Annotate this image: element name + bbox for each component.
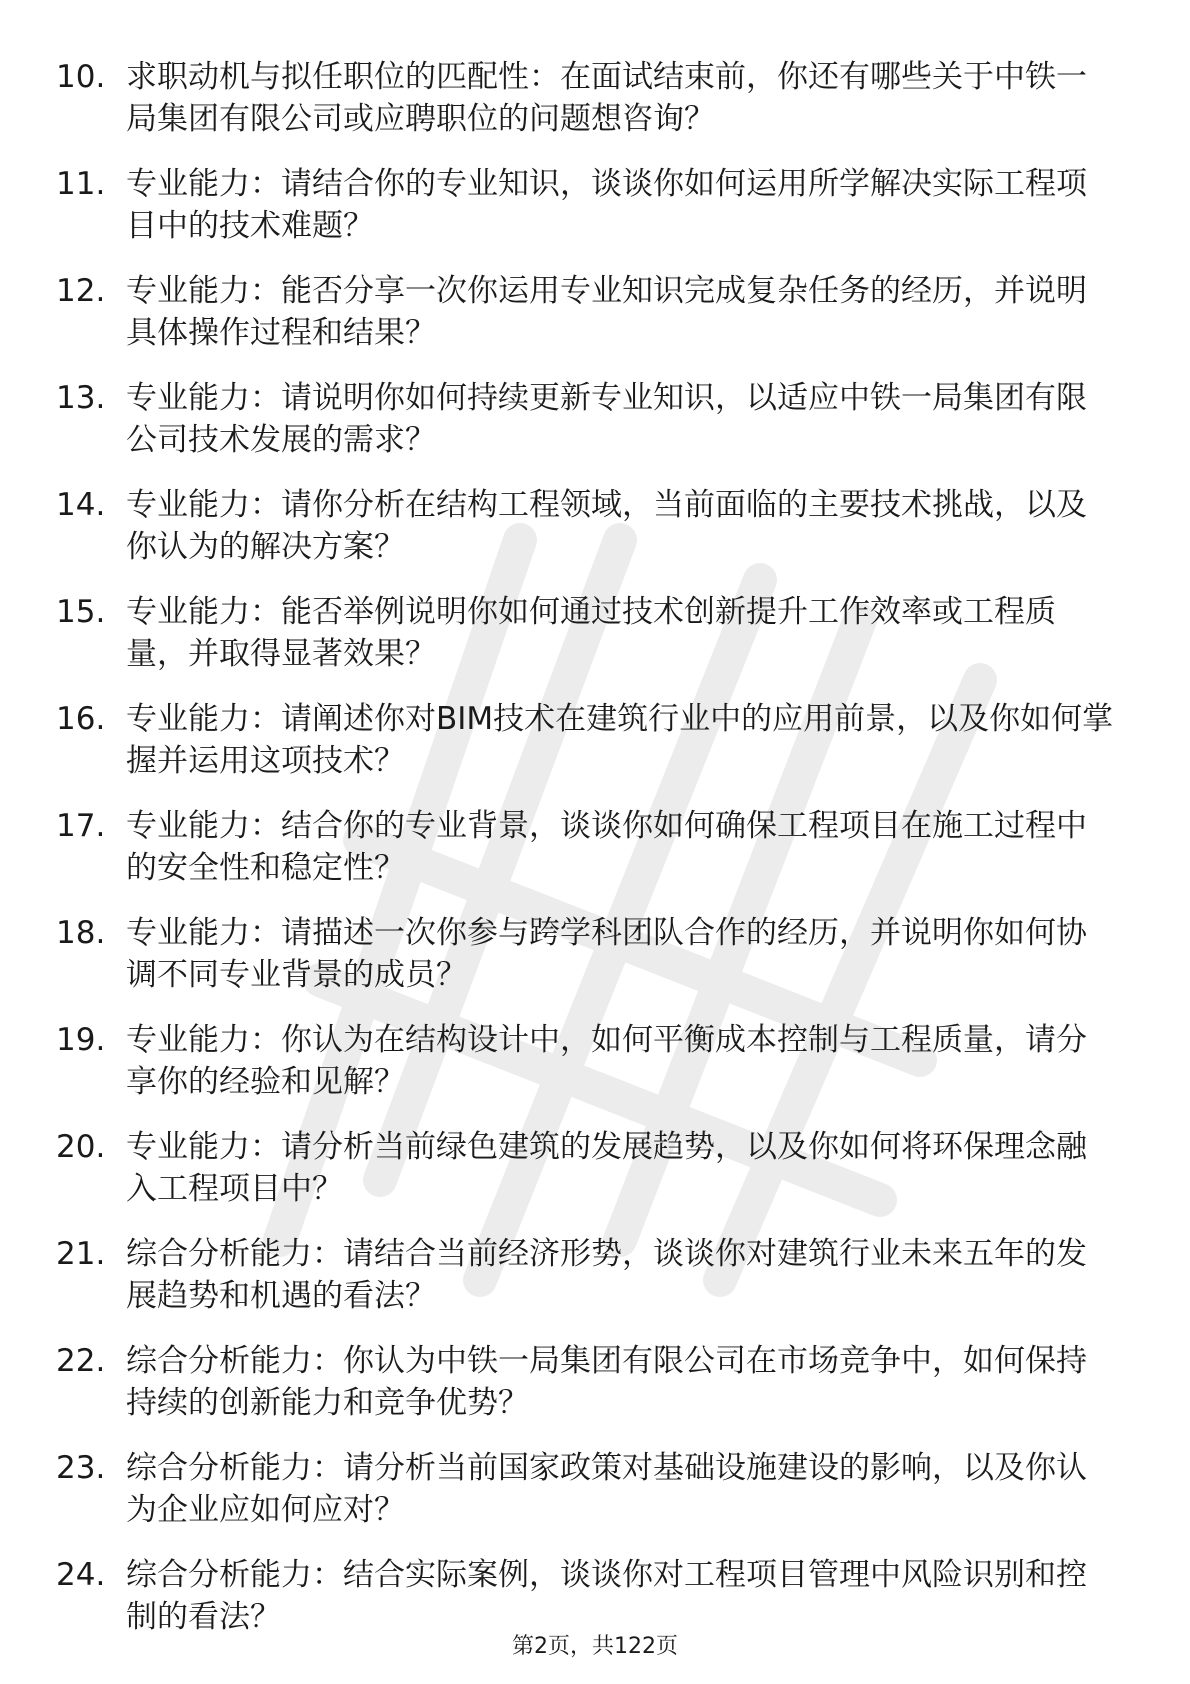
question-text: 专业能力：能否举例说明你如何通过技术创新提升工作效率或工程质量，并取得显著效果？ xyxy=(126,594,1056,672)
list-item xyxy=(56,377,1116,484)
question-number: 11. xyxy=(56,166,106,202)
question-number: 22. xyxy=(56,1343,106,1379)
question-text: 综合分析能力：你认为中铁一局集团有限公司在市场竞争中，如何保持持续的创新能力和竞争优势？ xyxy=(126,1343,1087,1421)
question-number: 18. xyxy=(56,915,106,951)
question-text: 专业能力：能否分享一次你运用专业知识完成复杂任务的经历，并说明具体操作过程和结果？ xyxy=(126,273,1087,351)
question-text: 专业能力：结合你的专业背景，谈谈你如何确保工程项目在施工过程中的安全性和稳定性？ xyxy=(126,808,1087,886)
question-text: 专业能力：请描述一次你参与跨学科团队合作的经历，并说明你如何协调不同专业背景的成员？ xyxy=(126,915,1087,993)
list-item xyxy=(56,805,1116,912)
question-text: 求职动机与拟任职位的匹配性：在面试结束前，你还有哪些关于中铁一局集团有限公司或应聘职位的问题想咨询？ xyxy=(126,59,1087,137)
question-text: 综合分析能力：请分析当前国家政策对基础设施建设的影响，以及你认为企业应如何应对？ xyxy=(126,1450,1087,1528)
question-number: 15. xyxy=(56,594,106,630)
question-text: 专业能力：请阐述你对BIM技术在建筑行业中的应用前景，以及你如何掌握并运用这项技术？ xyxy=(126,701,1114,779)
question-text: 专业能力：你认为在结构设计中，如何平衡成本控制与工程质量，请分享你的经验和见解？ xyxy=(126,1022,1087,1100)
question-list xyxy=(56,56,1116,1661)
question-number: 10. xyxy=(56,59,106,95)
list-item xyxy=(56,484,1116,591)
question-text: 专业能力：请结合你的专业知识，谈谈你如何运用所学解决实际工程项目中的技术难题？ xyxy=(126,166,1087,244)
list-item xyxy=(56,1447,1116,1554)
question-number: 14. xyxy=(56,487,106,523)
list-item xyxy=(56,591,1116,698)
list-item xyxy=(56,698,1116,805)
list-item xyxy=(56,1126,1116,1233)
question-text: 综合分析能力：结合实际案例，谈谈你对工程项目管理中风险识别和控制的看法？ xyxy=(126,1557,1087,1635)
list-item xyxy=(56,56,1116,163)
question-number: 20. xyxy=(56,1129,106,1165)
question-number: 24. xyxy=(56,1557,106,1593)
question-number: 16. xyxy=(56,701,106,737)
list-item xyxy=(56,163,1116,270)
list-item xyxy=(56,1340,1116,1447)
question-number: 17. xyxy=(56,808,106,844)
list-item xyxy=(56,912,1116,1019)
question-text: 综合分析能力：请结合当前经济形势，谈谈你对建筑行业未来五年的发展趋势和机遇的看法？ xyxy=(126,1236,1087,1314)
page-footer: 第2页，共122页 xyxy=(512,1634,678,1659)
question-text: 专业能力：请分析当前绿色建筑的发展趋势，以及你如何将环保理念融入工程项目中？ xyxy=(126,1129,1087,1207)
list-item xyxy=(56,1019,1116,1126)
question-number: 21. xyxy=(56,1236,106,1272)
question-number: 13. xyxy=(56,380,106,416)
list-item xyxy=(56,270,1116,377)
question-text: 专业能力：请你分析在结构工程领域，当前面临的主要技术挑战，以及你认为的解决方案？ xyxy=(126,487,1087,565)
question-number: 12. xyxy=(56,273,106,309)
question-number: 23. xyxy=(56,1450,106,1486)
question-text: 专业能力：请说明你如何持续更新专业知识，以适应中铁一局集团有限公司技术发展的需求？ xyxy=(126,380,1087,458)
list-item xyxy=(56,1233,1116,1340)
question-number: 19. xyxy=(56,1022,106,1058)
